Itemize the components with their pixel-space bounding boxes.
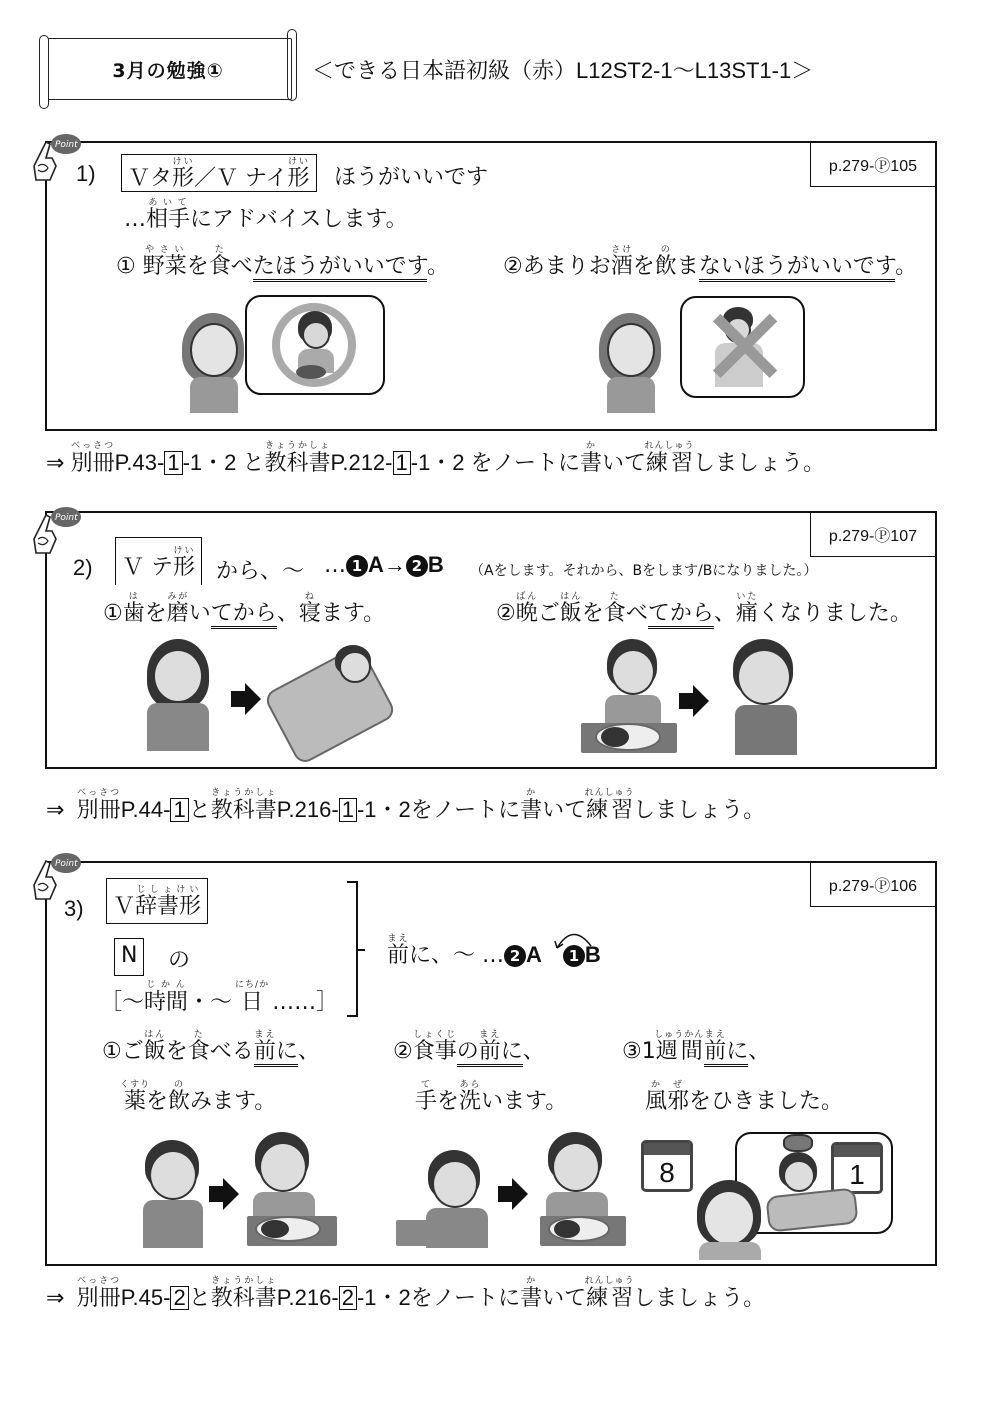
- lesson-range: ＜できる日本語初級（赤）L12ST2-1〜L13ST1-1＞: [312, 58, 814, 83]
- page-reference: p.279-Ⓟ106: [810, 863, 935, 907]
- exercise-number-box: 2: [339, 1286, 357, 1310]
- grammar-form-box: Ｖ テ形けい: [115, 537, 202, 585]
- illustration-caught-cold: [635, 1130, 895, 1260]
- futon: [263, 644, 398, 766]
- highlighted-grammar: てから: [648, 601, 714, 629]
- right-arrow-icon: [512, 1178, 528, 1210]
- example-1-line-2: 薬くすりを飲のみます。: [120, 1080, 277, 1114]
- point-pointing-hand-icon: [30, 132, 82, 188]
- ng-x-icon: ✕: [699, 284, 792, 412]
- exercise-number-box: 1: [170, 798, 188, 822]
- page-title: 3月の勉強①: [112, 59, 224, 82]
- section-number: 2): [73, 555, 93, 580]
- noun-particle: の: [168, 948, 191, 973]
- highlighted-grammar: てから: [211, 601, 277, 629]
- exercise-number-box: 2: [170, 1286, 188, 1310]
- circled-number-1: 1: [563, 945, 585, 967]
- example-2-line-1: ②食事しょくじの前まえに、: [393, 1030, 545, 1065]
- highlighted-grammar: の前まえに: [457, 1039, 523, 1067]
- highlighted-grammar: たほうがいいです: [253, 254, 427, 282]
- pattern-suffix: ほうがいいです: [334, 165, 489, 190]
- highlighted-grammar: ないほうがいいです: [699, 254, 895, 282]
- pattern-suffix: から、〜: [216, 559, 305, 584]
- title-banner: [44, 38, 292, 100]
- illustration-brush-then-sleep: [125, 635, 405, 755]
- sequence-note: （Aをします。それから、Bをします/Bになりました。）: [470, 563, 818, 579]
- noun-box: N: [114, 938, 144, 976]
- section-number: 3): [64, 896, 84, 921]
- svg-text:Point: Point: [55, 513, 78, 523]
- time-bracket: ［〜時間じかん・〜 日にち/か ……］: [100, 980, 339, 1015]
- right-arrow-icon: [245, 683, 261, 715]
- section-number: 1): [76, 161, 96, 186]
- highlighted-grammar: 前まえに: [704, 1039, 748, 1067]
- illustration-dont-drink: [575, 284, 815, 413]
- exercise-number-box: 1: [164, 451, 182, 475]
- right-arrow-icon: →: [383, 552, 406, 577]
- homework-instruction-1: ⇒ 別冊べっさつP.43- 1 -1・2 と教科書きょうかしょP.212- 1 -1・2 をノートに書かいて練習れんしゅうしましょう。: [46, 440, 826, 475]
- illustration-eat-vegetables: [150, 293, 390, 413]
- point-label: Point: [55, 140, 78, 150]
- point-pointing-hand-icon: [30, 505, 82, 561]
- example-2: ②あまりお酒さけを飲のまないほうがいいです。: [503, 245, 917, 280]
- calendar-icon: 8: [641, 1140, 693, 1192]
- grammar-form-box: Ｖ辞書形じしょけい: [106, 878, 208, 924]
- calendar-icon: 1: [831, 1142, 883, 1194]
- pattern-mae-ni: 前まえに、〜 … 2 A 1 B: [387, 934, 601, 968]
- illustration-medicine-then-eat: [115, 1130, 365, 1250]
- right-arrow-icon: [223, 1178, 239, 1210]
- illustration-eat-then-pain: [575, 635, 825, 755]
- exercise-number-box: 1: [393, 451, 411, 475]
- example-3-line-1: ③1週間しゅうかん前まえに、: [622, 1030, 770, 1065]
- example-1: ①歯はを磨みがいてから、寝ねます。: [103, 592, 385, 627]
- right-brace: [345, 880, 369, 1020]
- example-1-line-1: ①ご飯はんを食たべる前まえに、: [102, 1030, 320, 1065]
- explanation: …相手あいてにアドバイスします。: [124, 198, 408, 232]
- highlighted-grammar: 前まえに: [254, 1039, 298, 1067]
- page-reference: p.279-Ⓟ107: [810, 513, 935, 557]
- homework-instruction-2: ⇒ 別冊べっさつP.44- 1 と教科書きょうかしょP.216- 1 -1・2をノートに書かいて練習れんしゅうしましょう。: [46, 787, 766, 822]
- example-3-line-2: 風邪かぜをひきました。: [645, 1080, 844, 1114]
- homework-instruction-3: ⇒ 別冊べっさつP.45- 2 と教科書きょうかしょP.216- 2 -1・2をノートに書かいて練習れんしゅうしましょう。: [46, 1275, 766, 1310]
- exercise-number-box: 1: [339, 798, 357, 822]
- circled-number-1: 1: [346, 555, 368, 577]
- grammar-form-box: Ｖタ形けい／Ｖ ナイ形けい: [121, 154, 317, 192]
- sequence-a-then-b: … 1 A→ 2 B: [324, 552, 444, 578]
- circled-number-2: 2: [406, 555, 428, 577]
- svg-text:Point: Point: [55, 859, 78, 869]
- example-2-line-2: 手てを洗あらいます。: [415, 1080, 568, 1114]
- example-1: ① 野菜やさいを食たべたほうがいいです。: [116, 245, 449, 280]
- page-reference: p.279-Ⓟ105: [810, 143, 935, 187]
- example-2: ②晩ばんご飯はんを食たべてから、痛いたくなりました。: [496, 592, 912, 627]
- circled-number-2: 2: [504, 945, 526, 967]
- right-arrow-icon: [693, 685, 709, 717]
- illustration-wash-then-eat: [390, 1130, 630, 1250]
- curved-back-arrow-icon: [553, 928, 595, 950]
